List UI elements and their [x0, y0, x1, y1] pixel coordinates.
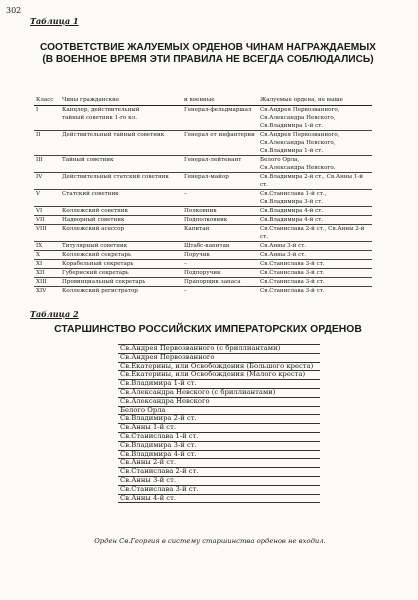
civil-rank-cell-line: Действительный тайный советник — [62, 132, 165, 138]
military-rank-cell — [182, 207, 258, 216]
military-rank-cell — [182, 106, 258, 131]
military-rank-cell-line: Подпоручик — [184, 270, 221, 276]
civil-rank-cell-line: Корабельный секретарь — [62, 261, 134, 267]
military-rank-cell-line: Поручик — [184, 252, 211, 258]
order-name: Св.Владимира 3-й ст. — [118, 441, 320, 450]
ranks-orders-table — [34, 96, 372, 295]
table-row — [34, 225, 372, 242]
header-class: Класс — [34, 96, 60, 106]
orders-cell-line: Св.Александра Невского. — [260, 165, 336, 171]
class-cell: IX — [34, 242, 60, 251]
table1-title-line1: СООТВЕТСТВИЕ ЖАЛУЕМЫХ ОРДЕНОВ ЧИНАМ НАГРАЖДАЕМЫХ — [40, 42, 376, 53]
civil-rank-cell-line: Провинциальный секретарь — [62, 279, 146, 285]
table-row — [34, 173, 372, 190]
class-cell: VIII — [34, 225, 60, 242]
table-row — [34, 207, 372, 216]
military-rank-cell-line: Штабс-капитан — [184, 243, 230, 249]
order-name: Св.Анны 3-й ст. — [118, 476, 320, 485]
table-row — [34, 287, 372, 296]
civil-rank-cell — [60, 225, 182, 242]
table-row — [34, 242, 372, 251]
table1-caption: Таблица 1 — [30, 16, 79, 26]
civil-rank-cell — [60, 190, 182, 207]
table-row — [34, 278, 372, 287]
order-name: Св.Владимира 2-й ст. — [118, 415, 320, 424]
military-rank-cell — [182, 242, 258, 251]
civil-rank-cell-line: Коллежский секретарь — [62, 252, 132, 258]
order-name: Св.Андрея Первозванного — [118, 353, 320, 362]
military-rank-cell — [182, 251, 258, 260]
order-name: Св.Станислава 2-й ст. — [118, 468, 320, 477]
military-rank-cell — [182, 278, 258, 287]
orders-cell-line: Св.Анны 3-й ст. — [260, 243, 307, 249]
military-rank-cell-line: Генерал-майор — [184, 174, 229, 180]
orders-cell — [258, 242, 372, 251]
military-rank-cell — [182, 190, 258, 207]
order-name: Св.Владимира 4-й ст. — [118, 450, 320, 459]
military-rank-cell-line: Генерал-лейтенант — [184, 157, 242, 163]
civil-rank-cell-line: Губернский секретарь — [62, 270, 129, 276]
civil-rank-cell — [60, 156, 182, 173]
class-cell: III — [34, 156, 60, 173]
military-rank-cell-line: Прапорщик запаса — [184, 279, 241, 285]
class-cell: XIV — [34, 287, 60, 296]
civil-rank-cell — [60, 242, 182, 251]
orders-cell — [258, 251, 372, 260]
orders-cell-line: Св.Анны 3-й ст. — [260, 252, 307, 258]
civil-rank-cell — [60, 260, 182, 269]
orders-cell-line: Св.Станислава 1-й ст., — [260, 191, 327, 197]
civil-rank-cell — [60, 287, 182, 296]
military-rank-cell — [182, 260, 258, 269]
civil-rank-cell-line: Действительный статский советник — [62, 174, 169, 180]
class-cell: X — [34, 251, 60, 260]
orders-precedence-table — [118, 344, 320, 503]
orders-cell — [258, 269, 372, 278]
table2-caption: Таблица 2 — [30, 309, 79, 319]
civil-rank-cell — [60, 269, 182, 278]
civil-rank-cell-line: Статский советник — [62, 191, 119, 197]
orders-cell — [258, 106, 372, 131]
orders-cell-line: Св.Владимира 1-й ст. — [260, 123, 324, 129]
table2-body — [118, 345, 320, 503]
class-cell: IV — [34, 173, 60, 190]
list-item — [118, 345, 320, 354]
table1-title-line2: (В ВОЕННОЕ ВРЕМЯ ЭТИ ПРАВИЛА НЕ ВСЕГДА СОБЛЮДАЛИСЬ) — [42, 54, 374, 65]
order-name: Св.Станислава 3-й ст. — [118, 485, 320, 494]
civil-rank-cell-line: Коллежский советник — [62, 208, 129, 214]
order-name: Св.Анны 1-й ст. — [118, 424, 320, 433]
list-item — [118, 388, 320, 397]
orders-cell-line: Св.Андрея Первозванного, — [260, 107, 340, 113]
list-item — [118, 494, 320, 503]
class-cell: II — [34, 131, 60, 156]
orders-cell-line: Св.Владимира 1-й ст. — [260, 148, 324, 154]
orders-cell — [258, 216, 372, 225]
orders-cell — [258, 260, 372, 269]
orders-cell-line: Св.Станислава 2-й ст., Св.Анны 2-й ст. — [260, 226, 365, 240]
order-name: Св.Андрея Первозванного (с бриллиантами) — [118, 345, 320, 354]
order-name: Св.Александра Невского (с бриллиантами) — [118, 388, 320, 397]
orders-cell — [258, 278, 372, 287]
order-name: Св.Владимира 1-й ст. — [118, 380, 320, 389]
military-rank-cell — [182, 287, 258, 296]
military-rank-cell — [182, 173, 258, 190]
order-name: Св.Екатерины, или Освобождения (Большого креста) — [118, 362, 320, 371]
orders-cell — [258, 225, 372, 242]
list-item — [118, 353, 320, 362]
table-row — [34, 260, 372, 269]
military-rank-cell — [182, 156, 258, 173]
list-item — [118, 485, 320, 494]
military-rank-cell — [182, 225, 258, 242]
table1-body — [34, 106, 372, 296]
civil-rank-cell-line: Коллежский асессор — [62, 226, 125, 232]
orders-cell-line: Св.Александра Невского, — [260, 140, 336, 146]
footnote: Орден Св.Георгия в систему старшинства орденов не входил. — [94, 537, 326, 545]
order-name: Св.Александра Невского — [118, 397, 320, 406]
list-item — [118, 441, 320, 450]
military-rank-cell — [182, 216, 258, 225]
orders-cell — [258, 156, 372, 173]
civil-rank-cell — [60, 251, 182, 260]
orders-cell-line: Св.Андрея Первозванного, — [260, 132, 340, 138]
military-rank-cell-line: – — [184, 288, 187, 294]
civil-rank-cell — [60, 278, 182, 287]
civil-rank-cell-line: тайный советник 1-го кл. — [62, 115, 137, 121]
class-cell: VI — [34, 207, 60, 216]
table-row — [34, 216, 372, 225]
list-item — [118, 476, 320, 485]
order-name: Св.Екатерины, или Освобождения (Малого креста) — [118, 371, 320, 380]
military-rank-cell-line: – — [184, 261, 187, 267]
class-cell: VII — [34, 216, 60, 225]
orders-cell — [258, 207, 372, 216]
class-cell: XII — [34, 269, 60, 278]
civil-rank-cell — [60, 216, 182, 225]
class-cell: XI — [34, 260, 60, 269]
orders-cell — [258, 131, 372, 156]
table-row — [34, 106, 372, 131]
table-row — [34, 269, 372, 278]
civil-rank-cell — [60, 106, 182, 131]
table-row — [34, 131, 372, 156]
orders-cell-line: Св.Станислава 3-й ст. — [260, 279, 325, 285]
civil-rank-cell — [60, 173, 182, 190]
military-rank-cell-line: Капитан — [184, 226, 210, 232]
military-rank-cell-line: Генерал от инфантерии — [184, 132, 255, 138]
orders-cell-line: Св.Владимира 2-й ст., Св.Анны 1-й ст. — [260, 174, 363, 188]
orders-cell-line: Св.Александра Невского, — [260, 115, 336, 121]
table1-title — [28, 42, 388, 66]
civil-rank-cell-line: Канцлер, действительный — [62, 107, 140, 113]
orders-cell-line: Св.Станислава 3-й ст. — [260, 261, 325, 267]
civil-rank-cell-line: Коллежский регистратор — [62, 288, 138, 294]
order-name: Св.Анны 2-й ст. — [118, 459, 320, 468]
civil-rank-cell — [60, 207, 182, 216]
civil-rank-cell-line: Тайный советник — [62, 157, 114, 163]
orders-cell-line: Белого Орла, — [260, 157, 300, 163]
class-cell: V — [34, 190, 60, 207]
orders-cell — [258, 190, 372, 207]
civil-rank-cell — [60, 131, 182, 156]
orders-cell-line: Св.Владимира 4-й ст. — [260, 217, 324, 223]
order-name: Св.Анны 4-й ст. — [118, 494, 320, 503]
table-row — [34, 190, 372, 207]
table1-header-row — [34, 96, 372, 106]
orders-cell-line: Св.Станислава 3-й ст. — [260, 288, 325, 294]
civil-rank-cell-line: Надворный советник — [62, 217, 125, 223]
table-row — [34, 251, 372, 260]
table-row — [34, 156, 372, 173]
class-cell: XIII — [34, 278, 60, 287]
header-orders: Жалуемые ордена, не выше — [258, 96, 372, 106]
list-item — [118, 397, 320, 406]
order-name: Св.Станислава 1-й ст. — [118, 432, 320, 441]
order-name: Белого Орла — [118, 406, 320, 415]
page-number: 302 — [6, 6, 22, 15]
military-rank-cell — [182, 131, 258, 156]
civil-rank-cell-line: Титулярный советник — [62, 243, 128, 249]
header-military: и военные — [182, 96, 258, 106]
orders-cell-line: Св.Владимира 4-й ст. — [260, 208, 324, 214]
orders-cell-line: Св.Станислава 3-й ст. — [260, 270, 325, 276]
table2-title: СТАРШИНСТВО РОССИЙСКИХ ИМПЕРАТОРСКИХ ОРДЕНОВ — [54, 324, 362, 335]
header-civil: Чины гражданские — [60, 96, 182, 106]
military-rank-cell-line: Полковник — [184, 208, 217, 214]
military-rank-cell — [182, 269, 258, 278]
military-rank-cell-line: – — [184, 191, 187, 197]
orders-cell — [258, 173, 372, 190]
list-item — [118, 432, 320, 441]
orders-cell-line: Св.Владимира 3-й ст. — [260, 199, 324, 205]
orders-cell — [258, 287, 372, 296]
military-rank-cell-line: Подполковник — [184, 217, 228, 223]
military-rank-cell-line: Генерал-фельдмаршал — [184, 107, 252, 113]
class-cell: I — [34, 106, 60, 131]
